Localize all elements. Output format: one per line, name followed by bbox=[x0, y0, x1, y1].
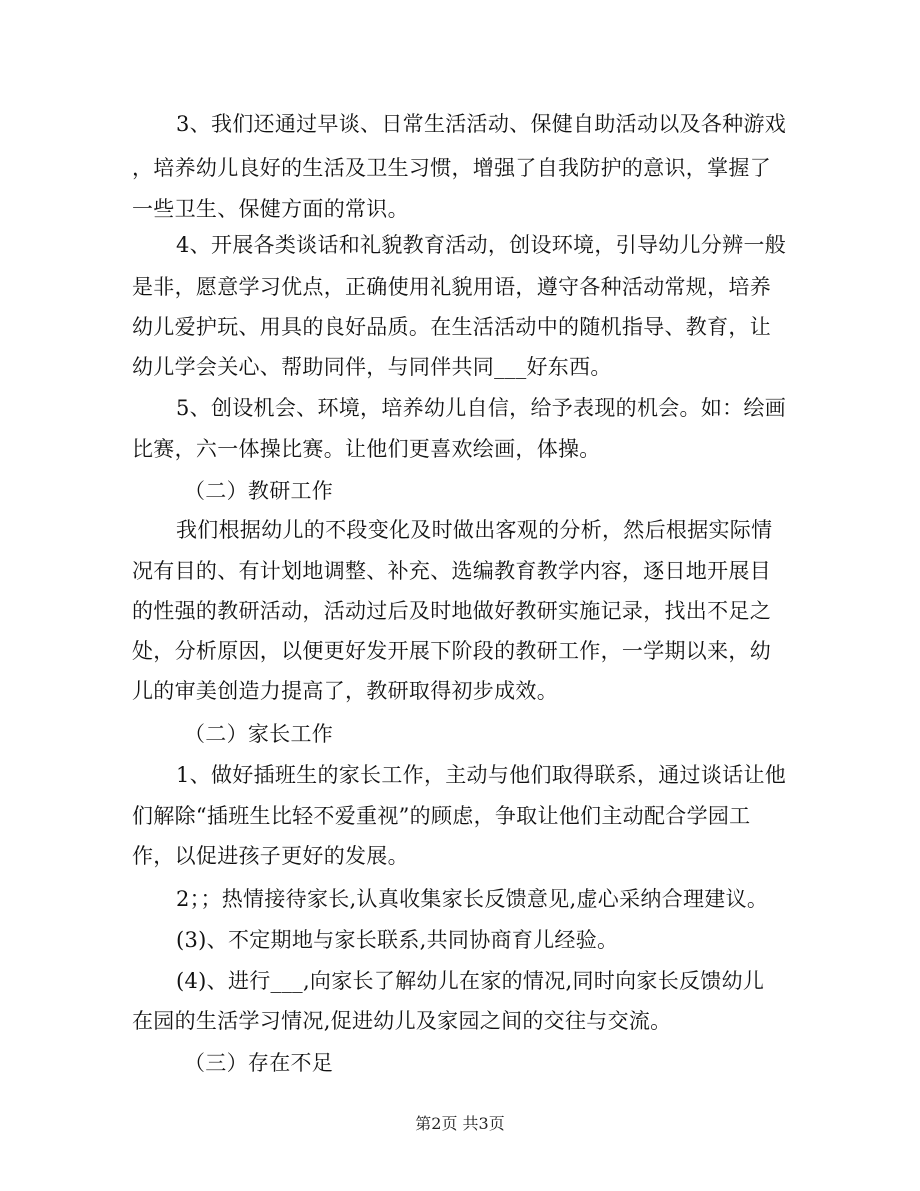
paragraph-line: 4、开展各类谈话和礼貌教育活动，创设环境，引导幼儿分辨一般 bbox=[176, 233, 787, 257]
paragraph-line: 一些卫生、保健方面的常识。 bbox=[132, 197, 409, 221]
paragraph-line: 在园的生活学习情况,促进幼儿及家园之间的交往与交流。 bbox=[132, 1009, 672, 1033]
section-heading: （二）家长工作 bbox=[184, 722, 334, 746]
paragraph-line: 处，分析原因，以便更好发开展下阶段的教研工作，一学期以来，幼 bbox=[132, 639, 771, 663]
paragraph-line: 们解除“插班生比轻不爱重视”的顾虑，争取让他们主动配合学园工 bbox=[132, 804, 751, 828]
paragraph-line: 的性强的教研活动，活动过后及时地做好教研实施记录，找出不足之 bbox=[132, 599, 771, 623]
paragraph-line: 5、创设机会、环境，培养幼儿自信，给予表现的机会。如：绘画 bbox=[176, 396, 787, 420]
paragraph-line: 儿的审美创造力提高了，教研取得初步成效。 bbox=[132, 679, 558, 703]
paragraph-line: 幼儿学会关心、帮助同伴，与同伴共同___好东西。 bbox=[132, 355, 612, 379]
paragraph-line: 是非，愿意学习优点，正确使用礼貌用语，遵守各种活动常规，培养 bbox=[132, 275, 771, 299]
paragraph-line: (4)、进行___,向家长了解幼儿在家的情况,同时向家长反馈幼儿 bbox=[176, 969, 765, 993]
paragraph-line: 比赛，六一体操比赛。让他们更喜欢绘画，体操。 bbox=[132, 437, 601, 461]
section-heading: （二）教研工作 bbox=[184, 479, 334, 503]
paragraph-line: 我们根据幼儿的不段变化及时做出客观的分析，然后根据实际情 bbox=[176, 518, 773, 542]
paragraph-line: 幼儿爱护玩、用具的良好品质。在生活活动中的随机指导、教育，让 bbox=[132, 315, 771, 339]
paragraph-line: 1、做好插班生的家长工作，主动与他们取得联系，通过谈话让他 bbox=[176, 763, 787, 787]
paragraph-line: 况有目的、有计划地调整、补充、选编教育教学内容，逐日地开展目 bbox=[132, 559, 771, 583]
paragraph-line: ，培养幼儿良好的生活及卫生习惯，增强了自我防护的意识，掌握了 bbox=[132, 156, 771, 180]
paragraph-line: 2；；热情接待家长,认真收集家长反馈意见,虚心采纳合理建议。 bbox=[176, 887, 769, 911]
paragraph-line: (3)、不定期地与家长联系,共同协商育儿经验。 bbox=[176, 928, 619, 952]
paragraph-line: 作，以促进孩子更好的发展。 bbox=[132, 844, 409, 868]
section-heading: （三）存在不足 bbox=[184, 1051, 334, 1075]
paragraph-line: 3、我们还通过早谈、日常生活活动、保健自助活动以及各种游戏 bbox=[176, 112, 787, 136]
page-footer: 第2页 共3页 bbox=[415, 1114, 505, 1133]
